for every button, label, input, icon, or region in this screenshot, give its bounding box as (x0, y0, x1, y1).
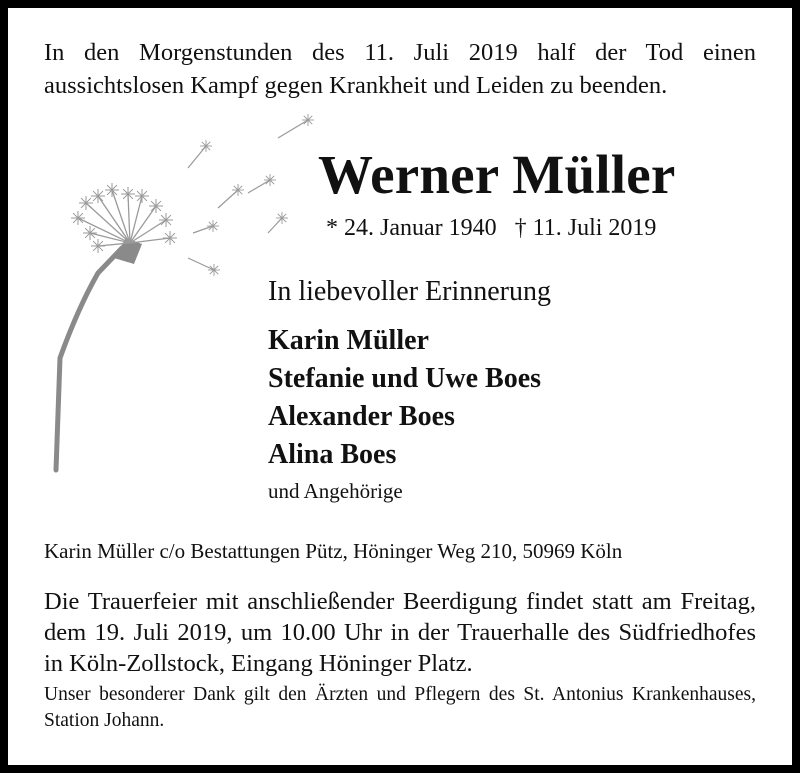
mourner-name: Alina Boes (268, 439, 397, 470)
mourner-list (268, 322, 541, 506)
memory-heading: In liebevoller Erinnerung (268, 276, 552, 307)
ceremony-text: Die Trauerfeier mit anschließender Beerdigung findet statt am Freitag, dem 19. Juli 2019, um 10.00 Uhr in der Trauerhalle des Südfriedhofes in Köln-Zollstock, Eingang Höninger Platz. (44, 588, 756, 677)
contact-address: Karin Müller c/o Bestattungen Pütz, Höninger Weg 210, 50969 Köln (44, 539, 623, 563)
thanks-text: Unser besonderer Dank gilt den Ärzten und Pflegern des St. Antonius Krankenhauses, Station Johann. (44, 684, 756, 731)
deceased-name: Werner Müller (318, 144, 676, 205)
mourner-name: Alexander Boes (268, 401, 455, 432)
mourner-name: Karin Müller (268, 325, 429, 356)
relatives-line: und Angehörige (268, 479, 403, 503)
mourner-name: Stefanie und Uwe Boes (268, 363, 542, 394)
intro-text: In den Morgenstunden des 11. Juli 2019 half der Tod einen aussichtslosen Kampf gegen Krankheit und Leiden zu beenden. (44, 39, 756, 99)
life-dates: * 24. Januar 1940 † 11. Juli 2019 (326, 215, 657, 241)
